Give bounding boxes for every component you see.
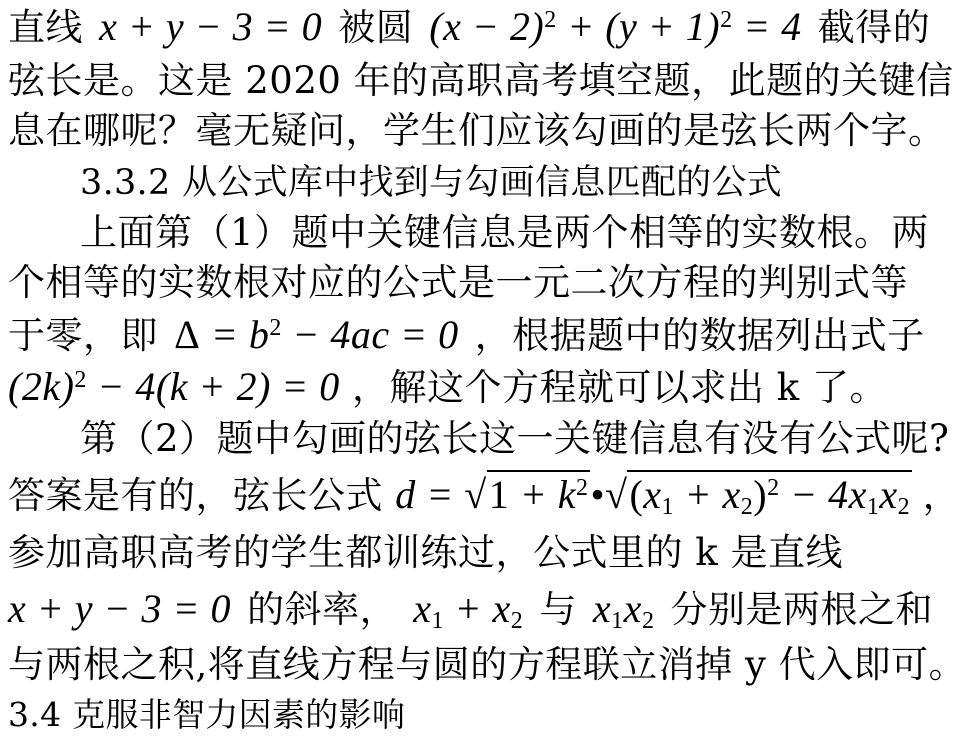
line-12-post: 分别是两根之和 [670, 588, 934, 631]
line-10-pre: 答案是有的，弦长公式 [8, 474, 383, 517]
line-7-post: ，根据题中的数据列出式子 [474, 314, 925, 357]
text-line-5: 上面第（1）题中关键信息是两个相等的实数根。两 [80, 211, 930, 254]
line-10-post: ， [922, 474, 961, 517]
text-line-12 [8, 586, 933, 633]
line-1-post: 截得的 [817, 6, 931, 49]
text-line-11: 参加高职高考的学生都训练过，公式里的 k 是直线 [8, 531, 843, 574]
text-line-1 [8, 4, 930, 51]
line-1-pre: 直线 [8, 6, 83, 49]
line-equation: x + y − 3 = 0 [95, 4, 326, 49]
line-8-post: ，解这个方程就可以求出 k 了。 [352, 366, 887, 409]
text-line-2: 弦长是。这是 2020 年的高职高考填空题，此题的关键信 [8, 59, 954, 102]
text-line-8 [8, 364, 887, 411]
section-heading-3-4: 3.4 克服非智力因素的影响 [8, 695, 406, 734]
circle-equation: $(x - 2)^2 + (y + 1)^2 = 4$ [425, 4, 806, 49]
line-12-mid2: 与 [539, 588, 577, 631]
root-sum: $x_1 + x_2$ [409, 586, 524, 634]
discriminant-equation: $\Delta = b^2 - 4ac = 0$ [174, 312, 463, 357]
line-equation-slope: x + y − 3 = 0 [8, 586, 235, 631]
k-equation: $(2k)^2 - 4(k + 2) = 0$ [8, 364, 340, 409]
line-1-mid: 被圆 [338, 6, 414, 49]
section-heading-3-3-2: 3.3.2 从公式库中找到与勾画信息匹配的公式 [80, 163, 783, 203]
text-line-6: 个相等的实数根对应的公式是一元二次方程的判别式等 [8, 261, 908, 304]
text-line-3: 息在哪呢？毫无疑问，学生们应该勾画的是弦长两个字。 [8, 109, 946, 152]
line-12-mid: 的斜率， [247, 588, 398, 631]
text-line-9: 第（2）题中勾画的弦长这一关键信息有没有公式呢? [80, 417, 950, 460]
text-line-10 [8, 472, 960, 519]
text-line-13: 与两根之积,将直线方程与圆的方程联立消掉 y 代入即可。 [8, 643, 966, 686]
chord-length-formula: $d = √1 + k^2•√(x_1 + x_2)^2 - 4x_1x_2$ [395, 472, 911, 520]
text-line-7 [8, 312, 925, 359]
root-product: $x_1x_2$ [589, 586, 655, 634]
line-7-pre: 于零，即 [8, 314, 158, 357]
